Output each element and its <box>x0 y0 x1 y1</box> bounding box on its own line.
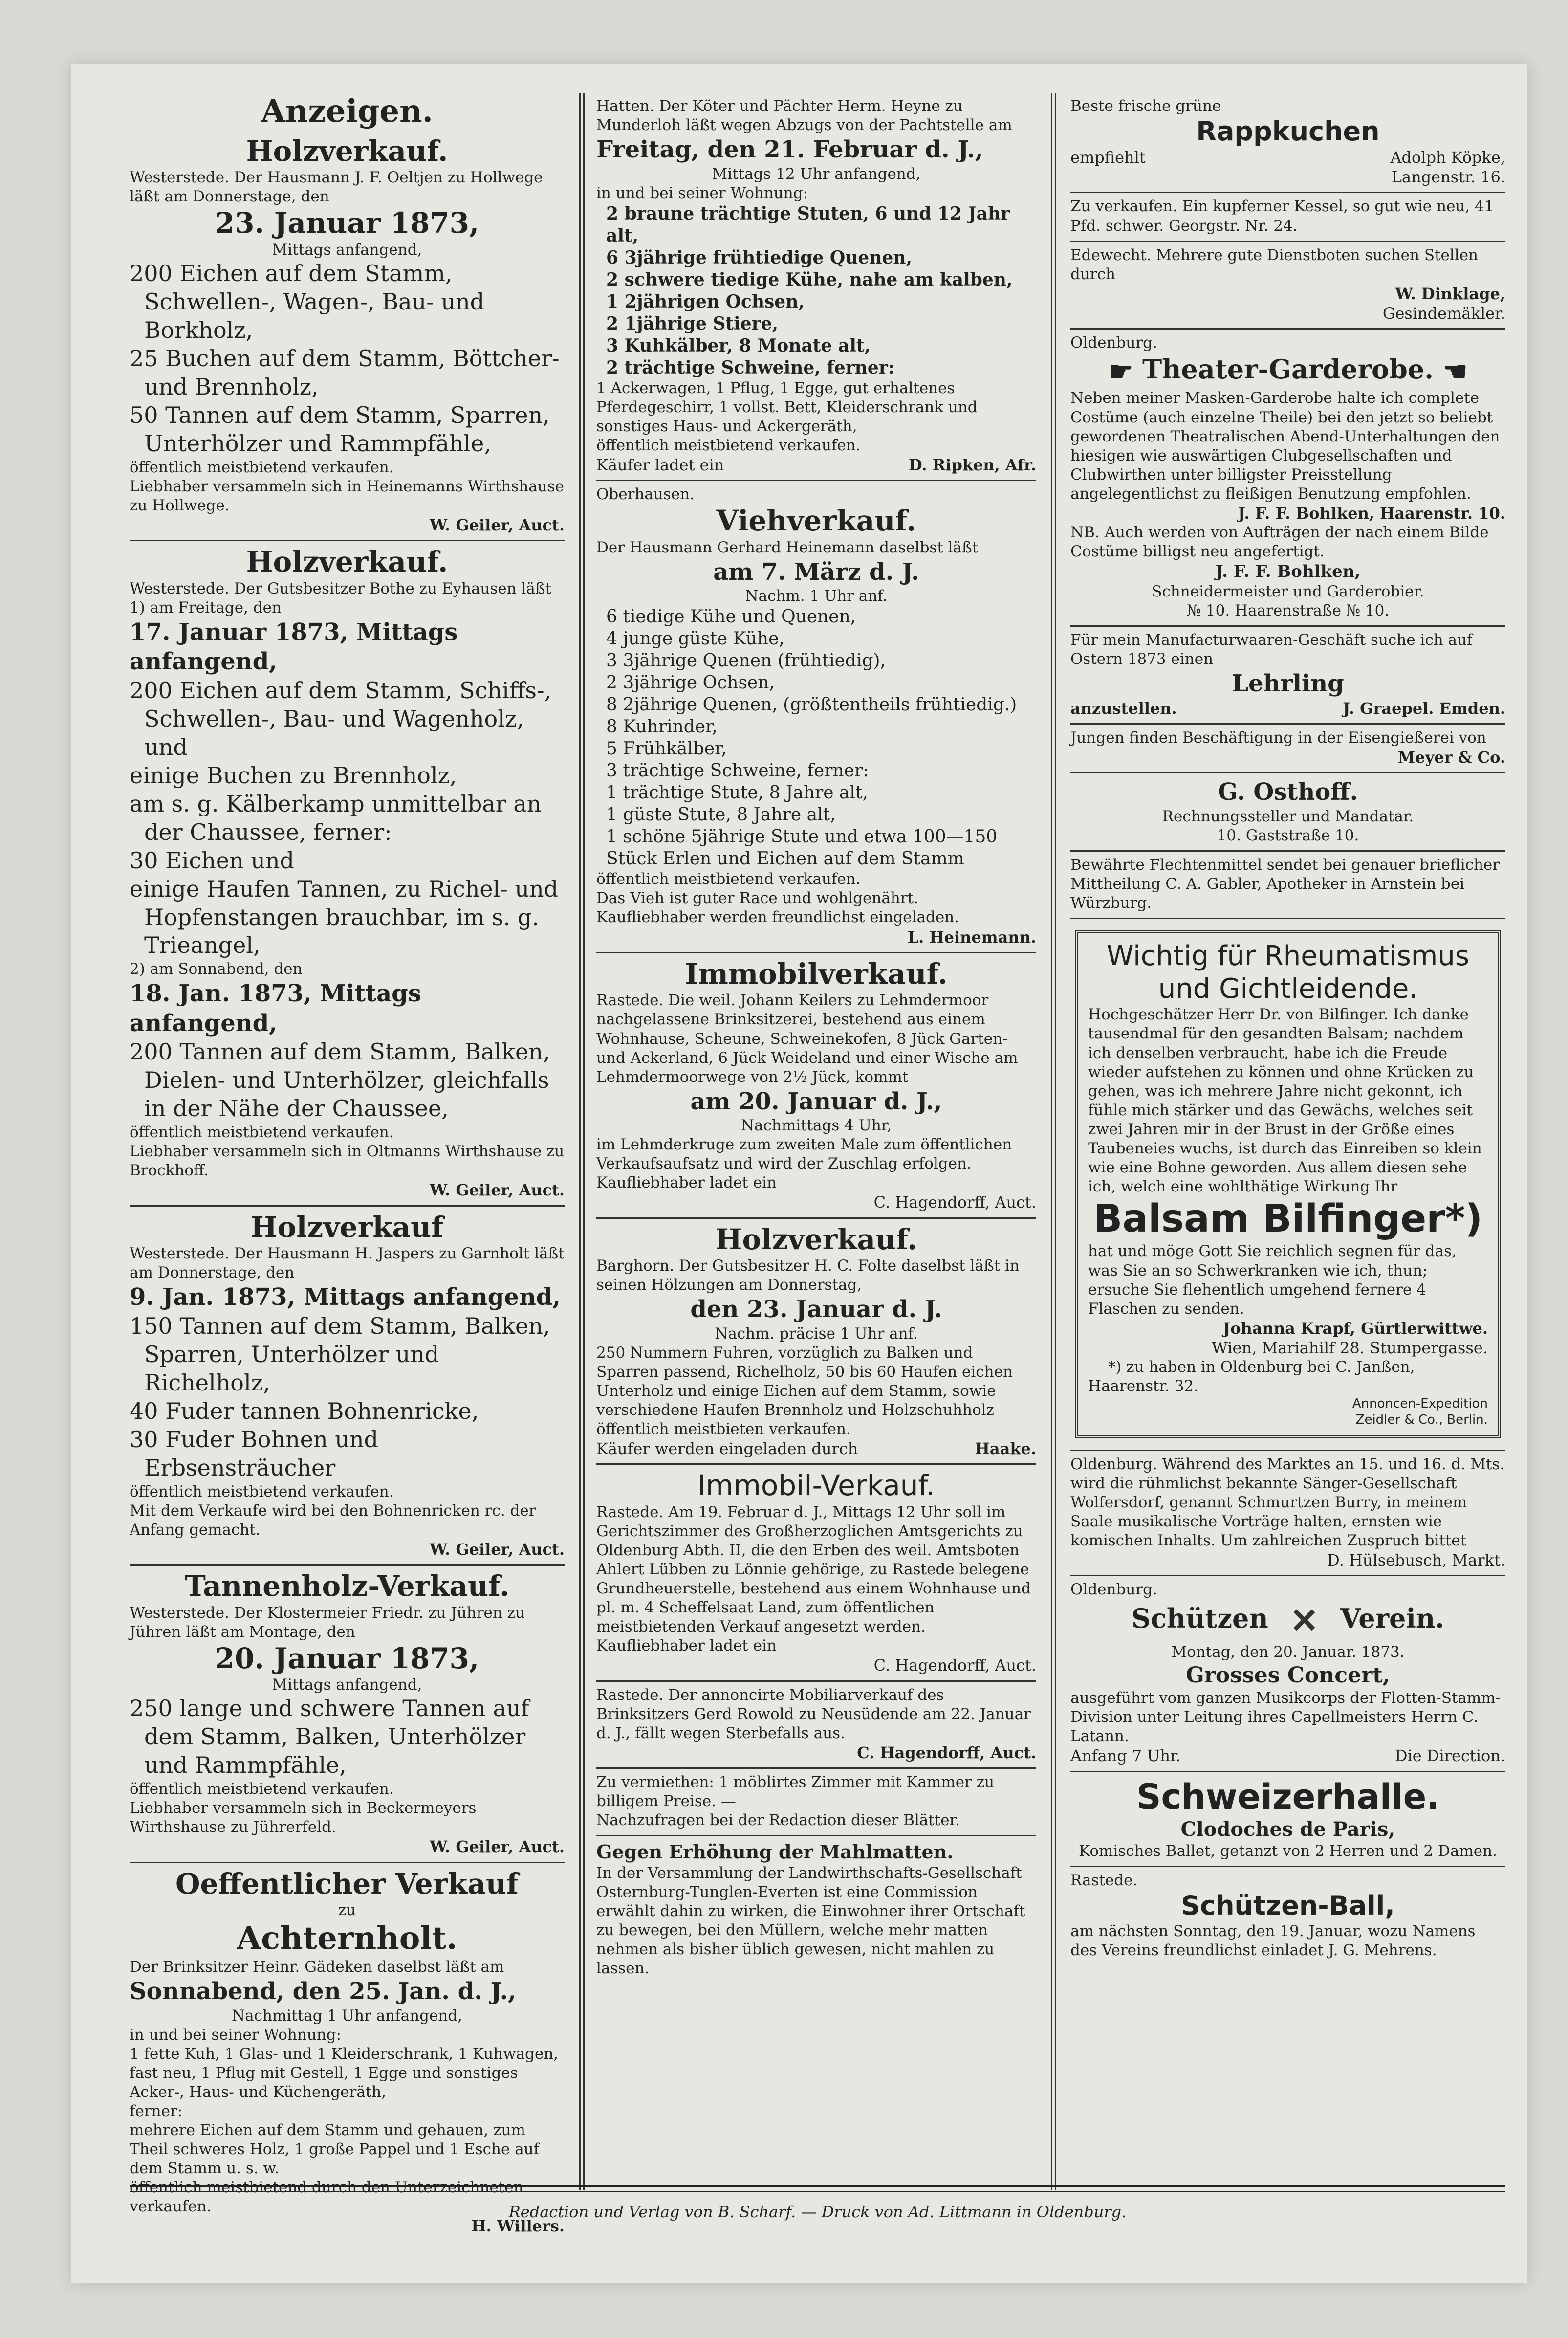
ad-signature: W. Geiler, Auct. <box>430 515 565 534</box>
list-item: 200 Tannen auf dem Stamm, Balken, Dielen- und Unterhölzer, gleichfalls in der Nähe der Chaussee, <box>130 1038 550 1122</box>
ad-date: 20. Januar 1873, <box>215 1641 479 1675</box>
pointing-hand-icon: ☛ <box>1442 355 1468 388</box>
ad-invite: Kaufliebhaber ladet ein <box>596 1637 777 1655</box>
list-item: 3 Kuhkälber, 8 Monate alt, <box>606 335 871 356</box>
ad-text: 1 Ackerwagen, 1 Pflug, 1 Egge, gut erhaltenes Pferdegeschirr, 1 vollst. Bett, Kleiderschrank und sonstiges Haus- und Ackergeräth, <box>596 379 978 435</box>
ad-title: Holzverkauf. <box>715 1222 917 1256</box>
ad-signature: W. Dinklage, <box>1395 284 1505 303</box>
ad-signature-row <box>1070 148 1505 167</box>
ad-schuetzen-ball <box>1070 1867 1505 1965</box>
list-item: 2 braune trächtige Stuten, 6 und 12 Jahr alt, <box>606 203 1010 246</box>
ad-part: 2) am Sonnabend, den <box>130 960 303 978</box>
ad-intro: Westerstede. Der Hausmann J. F. Oeltjen zu Hollwege läßt am Donnerstage, den <box>130 169 543 206</box>
ad-mobiliarverkauf-abgesagt <box>596 1682 1036 1769</box>
ad-text: Zu verkaufen. Ein kupferner Kessel, so gut wie neu, 41 Pfd. schwer. Georgstr. Nr. 24. <box>1070 198 1494 235</box>
ad-place: Oberhausen. <box>596 485 695 504</box>
ad-time: Mittags anfangend, <box>272 1676 422 1694</box>
ad-signature: Meyer & Co. <box>1397 748 1505 767</box>
list-item: einige Haufen Tannen, zu Richel- und Hopfenstangen brauchbar, im s. g. Trieangel, <box>130 875 559 959</box>
ad-signature: Johanna Krapf, Gürtlerwittwe. <box>1223 1319 1488 1338</box>
ad-immobil-verkauf-luebben <box>596 1465 1036 1681</box>
ad-intro: Westerstede. Der Hausmann H. Jaspers zu Garnholt läßt am Donnerstage, den <box>130 1245 565 1282</box>
ad-flechtenmittel <box>1070 852 1505 919</box>
ad-intro: Der Hausmann Gerhard Heinemann daselbst läßt <box>596 538 979 556</box>
list-item: am s. g. Kälberkamp unmittelbar an der Chaussee, ferner: <box>130 790 542 845</box>
ad-title: Verein. <box>1340 1603 1444 1634</box>
list-item: 3 trächtige Schweine, ferner: <box>606 761 869 781</box>
ad-outro: öffentlich meistbietend verkaufen. <box>596 870 861 888</box>
ad-text: Rastede. Der annoncirte Mobiliarverkauf des Brinksitzers Gerd Rowold zu Neusüdende am 22. Januar d. J., fällt wegen Sterbefalls aus. <box>596 1686 1031 1742</box>
ad-title: Schützen-Ball, <box>1181 1890 1395 1921</box>
ad-date: Freitag, den 21. Februar d. J., <box>596 136 983 164</box>
ad-text: 1 fette Kuh, 1 Glas- und 1 Kleiderschrank, 1 Kuhwagen, fast neu, 1 Pflug mit Gestell, 1 Egge und sonstiges Acker-, Haus- und Küchengeräth, <box>130 2045 559 2101</box>
crossed-rifles-icon: ✕ <box>1290 1600 1319 1641</box>
ad-schuetzen-verein <box>1070 1576 1505 1772</box>
ad-text: Neben meiner Masken-Garderobe halte ich complete Costüme (auch einzelne Theile) bei den jetzt so beliebt gewordenen Theatralischen Abend-Unterhaltungen den hiesigen wie auswärtigen Clubgesellschaften und Clubwirthen unter billigster Preisstellung angelegentlichst zu fleißigen Benutzung empfohlen. <box>1070 389 1500 503</box>
pointing-hand-icon: ☛ <box>1108 355 1133 388</box>
ad-subtitle: Grosses Concert, <box>1186 1662 1390 1688</box>
ad-wolfersdorf <box>1070 1451 1505 1577</box>
ad-signature: W. Geiler, Auct. <box>430 1181 565 1200</box>
ad-signature: Die Direction. <box>1394 1746 1505 1765</box>
list-item: 1 schöne 5jährige Stute und etwa 100—150 Stück Erlen und Eichen auf dem Stamm <box>606 827 998 869</box>
ad-text: Komisches Ballet, getanzt von 2 Herren und 2 Damen. <box>1079 1842 1497 1860</box>
ad-title-row <box>1070 1599 1505 1642</box>
ad-text: Rastede. Die weil. Johann Keilers zu Lehmdermoor nachgelassene Brinksitzerei, bestehend aus einem Wohnhause, Scheune, Schweinekofen, 8 Jück Garten- und Ackerland, 6 Jück Weideland und einer Wische am Lehmdermoorwege von 2½ Jück, kommt <box>596 992 1018 1086</box>
ad-date: 17. Januar 1873, Mittags anfangend, <box>130 618 458 676</box>
ad-signature: L. Heinemann. <box>907 927 1036 947</box>
ad-text: Hochgeschätzer Herr Dr. von Bilfinger. Ich danke tausendmal für den gesandten Balsam; nachdem ich denselben verbraucht, habe ich die Freude wieder aufstehen zu können und ohne Krücken zu gehen, was ich mehrere Jahre nicht gekonnt, ich fühle mich stärker und das Gewächs, welches seit zwei Jahren mir in der Brust in der Größe eines Taubeneies wuchs, ist durch das Einreiben so klein wie eine Bohne geworden. Aus allem diesen sehe ich, welch eine wohlthätige Wirkung Ihr <box>1088 1006 1482 1195</box>
list-item: 200 Eichen auf dem Stamm, Schiffs-, Schwellen-, Bau- und Wagenholz, und <box>130 677 552 760</box>
ad-signature: C. Hagendorff, Auct. <box>873 1656 1036 1675</box>
ad-subtitle: Clodoches de Paris, <box>1180 1817 1395 1841</box>
ad-signature-title: Schneidermeister und Garderobier. <box>1152 583 1424 600</box>
ad-signature-row <box>596 455 1036 475</box>
ad-title: Holzverkauf <box>250 1210 444 1244</box>
column-rule <box>1051 93 1052 2190</box>
ad-invite: Kaufliebhaber werden freundlichst eingeladen. <box>596 908 959 926</box>
ad-title: Theater-Garderobe. <box>1142 353 1434 385</box>
ad-title: Schweizerhalle. <box>1136 1776 1439 1817</box>
ad-jungen <box>1070 725 1505 773</box>
ad-intro: Der Brinksitzer Heinr. Gädeken daselbst läßt am <box>130 1958 504 1976</box>
ad-signature: Haake. <box>975 1439 1036 1458</box>
ad-time: Nachmittag 1 Uhr anfangend, <box>232 2007 462 2025</box>
ad-text: anzustellen. <box>1070 699 1177 718</box>
ad-invite: Käufer werden eingeladen durch <box>596 1439 858 1458</box>
ad-date: Sonnabend, den 25. Jan. d. J., <box>130 1978 517 2006</box>
ad-title: Holzverkauf. <box>246 134 448 168</box>
list-item: 5 Frühkälber, <box>606 739 727 759</box>
ad-text: Für mein Manufacturwaaren-Geschäft suche ich auf Ostern 1873 einen <box>1070 631 1473 668</box>
newspaper-page <box>71 64 1527 2283</box>
ad-text: hat und möge Gott Sie reichlich segnen für das, was Sie an so Schwerkranken wie ich, thun; ersuche Sie flehentlich umgehend fernere 4 Flaschen zu senden. <box>1088 1242 1457 1318</box>
list-item: 50 Tannen auf dem Stamm, Sparren, Unterhölzer und Rammpfähle, <box>130 401 550 457</box>
list-item: einige Buchen zu Brennholz, <box>130 762 457 789</box>
ad-holzverkauf-bothe <box>130 541 565 1206</box>
list-item: 25 Buchen auf dem Stamm, Böttcher- und Brennholz, <box>130 345 560 400</box>
ad-text: im Lehmderkruge zum zweiten Male zum öffentlichen Verkaufsaufsatz und wird der Zuschlag erfolgen. <box>596 1136 1012 1173</box>
ad-meet: Liebhaber versammeln sich in Heinemanns Wirthshause zu Hollwege. <box>130 477 564 514</box>
ad-signature: D. Ripken, Afr. <box>908 455 1036 474</box>
ad-text: in und bei seiner Wohnung: <box>596 184 808 202</box>
ad-invite: Käufer ladet ein <box>596 455 724 474</box>
ad-time: Nachmittags 4 Uhr, <box>740 1117 892 1135</box>
ad-tannenholz-verkauf <box>130 1566 565 1863</box>
ad-lehrling <box>1070 627 1505 725</box>
ad-text: mehrere Eichen auf dem Stamm und gehauen, zum Theil schweres Holz, 1 große Pappel und 1 Esche auf dem Stamm u. s. w. <box>130 2121 540 2177</box>
ad-outro: öffentlich meistbietend verkaufen. <box>130 458 394 476</box>
ad-text: In der Versammlung der Landwirthschafts-Gesellschaft Osternburg-Tunglen-Everten ist eine Commission erwählt dahin zu wirken, die Einwohner ihrer Ortschaft zu bewegen, bei den Müllern, welche mehr matten nehmen als bisher üblich gewesen, nicht mahlen zu lassen. <box>596 1864 1025 1978</box>
ad-signature-row <box>1070 699 1505 718</box>
ad-time: Nachm. 1 Uhr anf. <box>745 587 888 605</box>
ad-place: Rastede. <box>1070 1872 1138 1890</box>
list-item: 2 1jährige Stiere, <box>606 313 779 334</box>
ad-title: Holzverkauf. <box>246 545 448 579</box>
ad-intro: Westerstede. Der Klostermeier Friedr. zu Jühren zu Jühren läßt am Montage, den <box>130 1604 525 1641</box>
ad-text: ausgeführt vom ganzen Musikcorps der Flotten-Stamm-Division unter Leitung ihres Capellmeisters Herrn C. Latann. <box>1070 1689 1501 1745</box>
ad-title: Lehrling <box>1232 670 1344 698</box>
ad-time: Anfang 7 Uhr. <box>1070 1746 1181 1765</box>
column-rule <box>1055 93 1056 2190</box>
ad-text: Das Vieh ist guter Race und wohlgenährt. <box>596 889 918 907</box>
ad-title: Oeffentlicher Verkauf <box>175 1867 519 1900</box>
list-item: 1 güste Stute, 8 Jahre alt, <box>606 805 836 825</box>
ad-address: Wien, Mariahilf 28. Stumpergasse. <box>1211 1338 1488 1357</box>
ad-note: — *) zu haben in Oldenburg bei C. Janßen, Haarenstr. 32. <box>1088 1358 1415 1395</box>
ad-text: Rechnungssteller und Mandatar. <box>1162 807 1414 825</box>
ad-title: Wichtig für Rheumatismus <box>1107 940 1469 972</box>
ad-signature: Adolph Köpke, <box>1390 148 1505 167</box>
ad-text: am nächsten Sonntag, den 19. Januar, wozu Namens des Vereins freundlichst einladet J. G. Mehrens. <box>1070 1922 1476 1959</box>
list-item: 40 Fuder tannen Bohnenricke, <box>130 1397 479 1424</box>
ad-immobilverkauf-keilers <box>596 953 1036 1219</box>
ad-signature: C. Hagendorff, Auct. <box>857 1743 1036 1762</box>
ad-title: Tannenholz-Verkauf. <box>184 1569 510 1603</box>
ad-address: № 10. Haarenstraße № 10. <box>1186 602 1390 620</box>
ad-time: Nachm. präcise 1 Uhr anf. <box>715 1324 918 1343</box>
list-item: 3 3jährige Quenen (frühtiedig), <box>606 651 886 671</box>
ad-signature: H. Willers. <box>471 2217 565 2236</box>
ad-outro: öffentlich meistbietend verkaufen. <box>130 1482 394 1500</box>
ad-time: Mittags 12 Uhr anfangend, <box>712 165 921 183</box>
list-item: 30 Eichen und <box>130 847 295 874</box>
ad-text: 250 Nummern Fuhren, vorzüglich zu Balken und Sparren passend, Richelholz, 50 bis 60 Haufen eichen Unterholz und einige Eichen auf dem Stamm, sowie verschiedene Haufen Brennholz und Holzschuhholz <box>596 1344 1013 1419</box>
list-item: 150 Tannen auf dem Stamm, Balken, Sparren, Unterhölzer und Richelholz, <box>130 1312 550 1396</box>
ad-product: Balsam Bilfinger*) <box>1093 1196 1483 1241</box>
ad-signature-row <box>1070 1746 1505 1765</box>
footer-rule <box>130 2185 1505 2187</box>
ad-title: Schützen <box>1132 1603 1268 1634</box>
list-item: 4 junge güste Kühe, <box>606 629 784 649</box>
ad-balsam-bilfinger <box>1070 919 1505 1451</box>
column-middle <box>596 93 1036 2190</box>
ad-agency: Annoncen-Expedition <box>1352 1396 1488 1412</box>
ad-rappkuchen <box>1070 93 1505 193</box>
list-item: 250 lange und schwere Tannen auf dem Stamm, Balken, Unterhölzer und Rammpfähle, <box>130 1695 529 1779</box>
list-item: 6 tiedige Kühe und Quenen, <box>606 607 856 627</box>
ad-intro: Westerstede. Der Gutsbesitzer Bothe zu Eyhausen läßt <box>130 579 552 597</box>
list-item: 2 3jährige Ochsen, <box>606 673 775 693</box>
column-rule <box>583 93 585 2190</box>
ad-signature-title: Gesindemäkler. <box>1382 304 1505 323</box>
ad-invite: Kaufliebhaber ladet ein <box>596 1174 777 1192</box>
ad-part: 1) am Freitage, den <box>130 598 282 617</box>
imprint: Redaction und Verlag von B. Scharf. — Druck von Ad. Littmann in Oldenburg. <box>508 2203 1127 2221</box>
ad-theater-garderobe <box>1070 330 1505 627</box>
ad-title: Immobil-Verkauf. <box>697 1469 936 1502</box>
ad-title: G. Osthoff. <box>1218 778 1358 806</box>
ad-date: 9. Jan. 1873, Mittags anfangend, <box>130 1283 561 1311</box>
ad-viehverkauf <box>596 481 1036 953</box>
ad-zu-vermiethen <box>596 1769 1036 1836</box>
list-item: 6 3jährige frühtiedige Quenen, <box>606 247 913 268</box>
ad-title: Gegen Erhöhung der Mahlmatten. <box>596 1841 954 1863</box>
ad-dienstboten <box>1070 242 1505 330</box>
ad-text: NB. Auch werden von Aufträgen der nach einem Bilde Costüme billigst neu angefertigt. <box>1070 524 1489 561</box>
ad-date: am 20. Januar d. J., <box>690 1087 942 1115</box>
ad-text: Beste frische grüne <box>1070 97 1221 115</box>
ad-title: Immobilverkauf. <box>685 957 948 991</box>
list-item: 2 schwere tiedige Kühe, nahe am kalben, <box>606 269 1013 290</box>
ad-address: Langenstr. 16. <box>1391 168 1505 187</box>
ad-title-connector: zu <box>338 1901 356 1919</box>
ad-time: Mittags anfangend, <box>272 241 422 259</box>
ad-address: 10. Gaststraße 10. <box>1217 826 1359 844</box>
ad-place: Oldenburg. <box>1070 334 1157 352</box>
footer-rule <box>130 2191 1505 2192</box>
ad-intro: Barghorn. Der Gutsbesitzer H. C. Folte daselbst läßt in seinen Hölzungen am Donnerstag, <box>596 1257 1020 1294</box>
ad-text: Nachzufragen bei der Redaction dieser Blätter. <box>596 1811 960 1830</box>
ad-text: empfiehlt <box>1070 148 1146 167</box>
ad-outro: öffentlich meistbietend verkaufen. <box>130 1780 394 1798</box>
ad-text: Bewährte Flechtenmittel sendet bei genauer brieflicher Mittheilung C. A. Gabler, Apotheker in Arnstein bei Würzburg. <box>1070 856 1500 912</box>
list-item: 2 trächtige Schweine, ferner: <box>606 357 895 378</box>
ad-signature: J. Graepel. Emden. <box>1343 699 1505 718</box>
ad-text: Oldenburg. Während des Marktes an 15. und 16. d. Mts. wird die rühmlichst bekannte Sänger-Gesellschaft Wolfersdorf, genannt Schmurtzen Burry, in meinem Saale musikalische Vorträge halten, ernsten wie komischen Inhalts. Um zahlreichen Zuspruch bittet <box>1070 1455 1505 1550</box>
ad-date: 23. Januar 1873, <box>215 206 479 240</box>
ad-text: in und bei seiner Wohnung: <box>130 2026 342 2044</box>
ad-text: Zu vermiethen: 1 möblirtes Zimmer mit Kammer zu billigem Preise. — <box>596 1773 995 1810</box>
ad-signature: D. Hülsebusch, Markt. <box>1327 1551 1505 1570</box>
ad-date: 18. Jan. 1873, Mittags anfangend, <box>130 980 421 1037</box>
ad-date: den 23. Januar d. J. <box>690 1296 942 1323</box>
ad-outro: öffentlich meistbietend verkaufen. <box>130 1124 394 1142</box>
ad-holzverkauf-folte <box>596 1219 1036 1465</box>
ad-meet: Mit dem Verkaufe wird bei den Bohnenricken rc. der Anfang gemacht. <box>130 1501 536 1539</box>
ad-title: Viehverkauf. <box>716 504 916 538</box>
ad-place: Oldenburg. <box>1070 1581 1157 1599</box>
ad-text: Rastede. Am 19. Februar d. J., Mittags 12 Uhr soll im Gerichtszimmer des Großherzoglichen Amtsgerichts zu Oldenburg Abth. II, die den Erben des weil. Amtsboten Ahlert Lübben zu Lönnie gehörige, zu Rastede belegene Grundheuerstelle, bestehend aus einem Wohnhause und pl. m. 4 Scheffelsaat Land, zum öffentlichen meistbietenden Verkauf angesetzt werden. <box>596 1503 1031 1636</box>
list-item: 30 Fuder Bohnen und Erbsensträucher <box>130 1426 378 1481</box>
ad-text: Edewecht. Mehrere gute Dienstboten suchen Stellen durch <box>1070 246 1479 283</box>
list-item: 8 Kuhrinder, <box>606 717 718 737</box>
ad-text: ferner: <box>130 2102 183 2120</box>
ad-meet: Liebhaber versammeln sich in Oltmanns Wirthshause zu Brockhoff. <box>130 1143 565 1180</box>
ad-signature: C. Hagendorff, Auct. <box>873 1193 1036 1212</box>
ad-holzverkauf-oeltjen <box>130 131 565 541</box>
ad-schweizerhalle <box>1070 1772 1505 1867</box>
ad-mahlmatten <box>596 1836 1036 1983</box>
list-item: 1 2jährigen Ochsen, <box>606 291 805 312</box>
ad-signature: W. Geiler, Auct. <box>430 1837 565 1856</box>
ad-signature: J. F. F. Bohlken, Haarenstr. 10. <box>1238 504 1505 523</box>
column-right <box>1070 93 1505 2190</box>
ad-signature-row <box>596 1439 1036 1458</box>
ad-holzverkauf-jaspers <box>130 1207 565 1566</box>
ad-date: am 7. März d. J. <box>713 558 919 586</box>
list-item: 8 2jährige Quenen, (größtentheils frühtiedig.) <box>606 695 1017 715</box>
ad-outro: öffentlich meistbietend verkaufen. <box>596 436 861 454</box>
ad-date: Montag, den 20. Januar. 1873. <box>1171 1643 1405 1661</box>
ad-meet: Liebhaber versammeln sich in Beckermeyers Wirthshause zu Jührerfeld. <box>130 1799 477 1836</box>
ad-signature: J. F. F. Bohlken, <box>1215 562 1361 582</box>
ad-signature: W. Geiler, Auct. <box>430 1540 565 1559</box>
ad-oeffentlicher-verkauf <box>130 1863 565 2241</box>
section-title: Anzeigen. <box>261 93 433 130</box>
ad-outro: öffentlich meistbietend durch den Unterzeichneten verkaufen. <box>130 2179 523 2216</box>
ad-osthoff <box>1070 773 1505 852</box>
ad-title-row <box>1070 353 1505 389</box>
ad-title: Rappkuchen <box>1196 116 1380 147</box>
ad-heyne-verkauf <box>596 93 1036 481</box>
ad-text: Jungen finden Beschäftigung in der Eisengießerei von <box>1070 728 1486 747</box>
list-item: 1 trächtige Stute, 8 Jahre alt, <box>606 783 868 803</box>
ad-kessel <box>1070 193 1505 242</box>
ad-title-place: Achternholt. <box>237 1920 457 1957</box>
ad-intro: Hatten. Der Köter und Pächter Herm. Heyne zu Munderloh läßt wegen Abzugs von der Pachtstelle am <box>596 97 1012 134</box>
column-rule <box>579 93 581 2190</box>
ad-subtitle: und Gichtleidende. <box>1158 973 1418 1005</box>
ad-box <box>1075 930 1501 1438</box>
list-item: 200 Eichen auf dem Stamm, Schwellen-, Wagen-, Bau- und Borkholz, <box>130 260 485 344</box>
ad-outro: öffentlich meistbieten verkaufen. <box>596 1420 851 1438</box>
ad-agency: Zeidler & Co., Berlin. <box>1355 1412 1488 1428</box>
column-left <box>130 93 565 2236</box>
